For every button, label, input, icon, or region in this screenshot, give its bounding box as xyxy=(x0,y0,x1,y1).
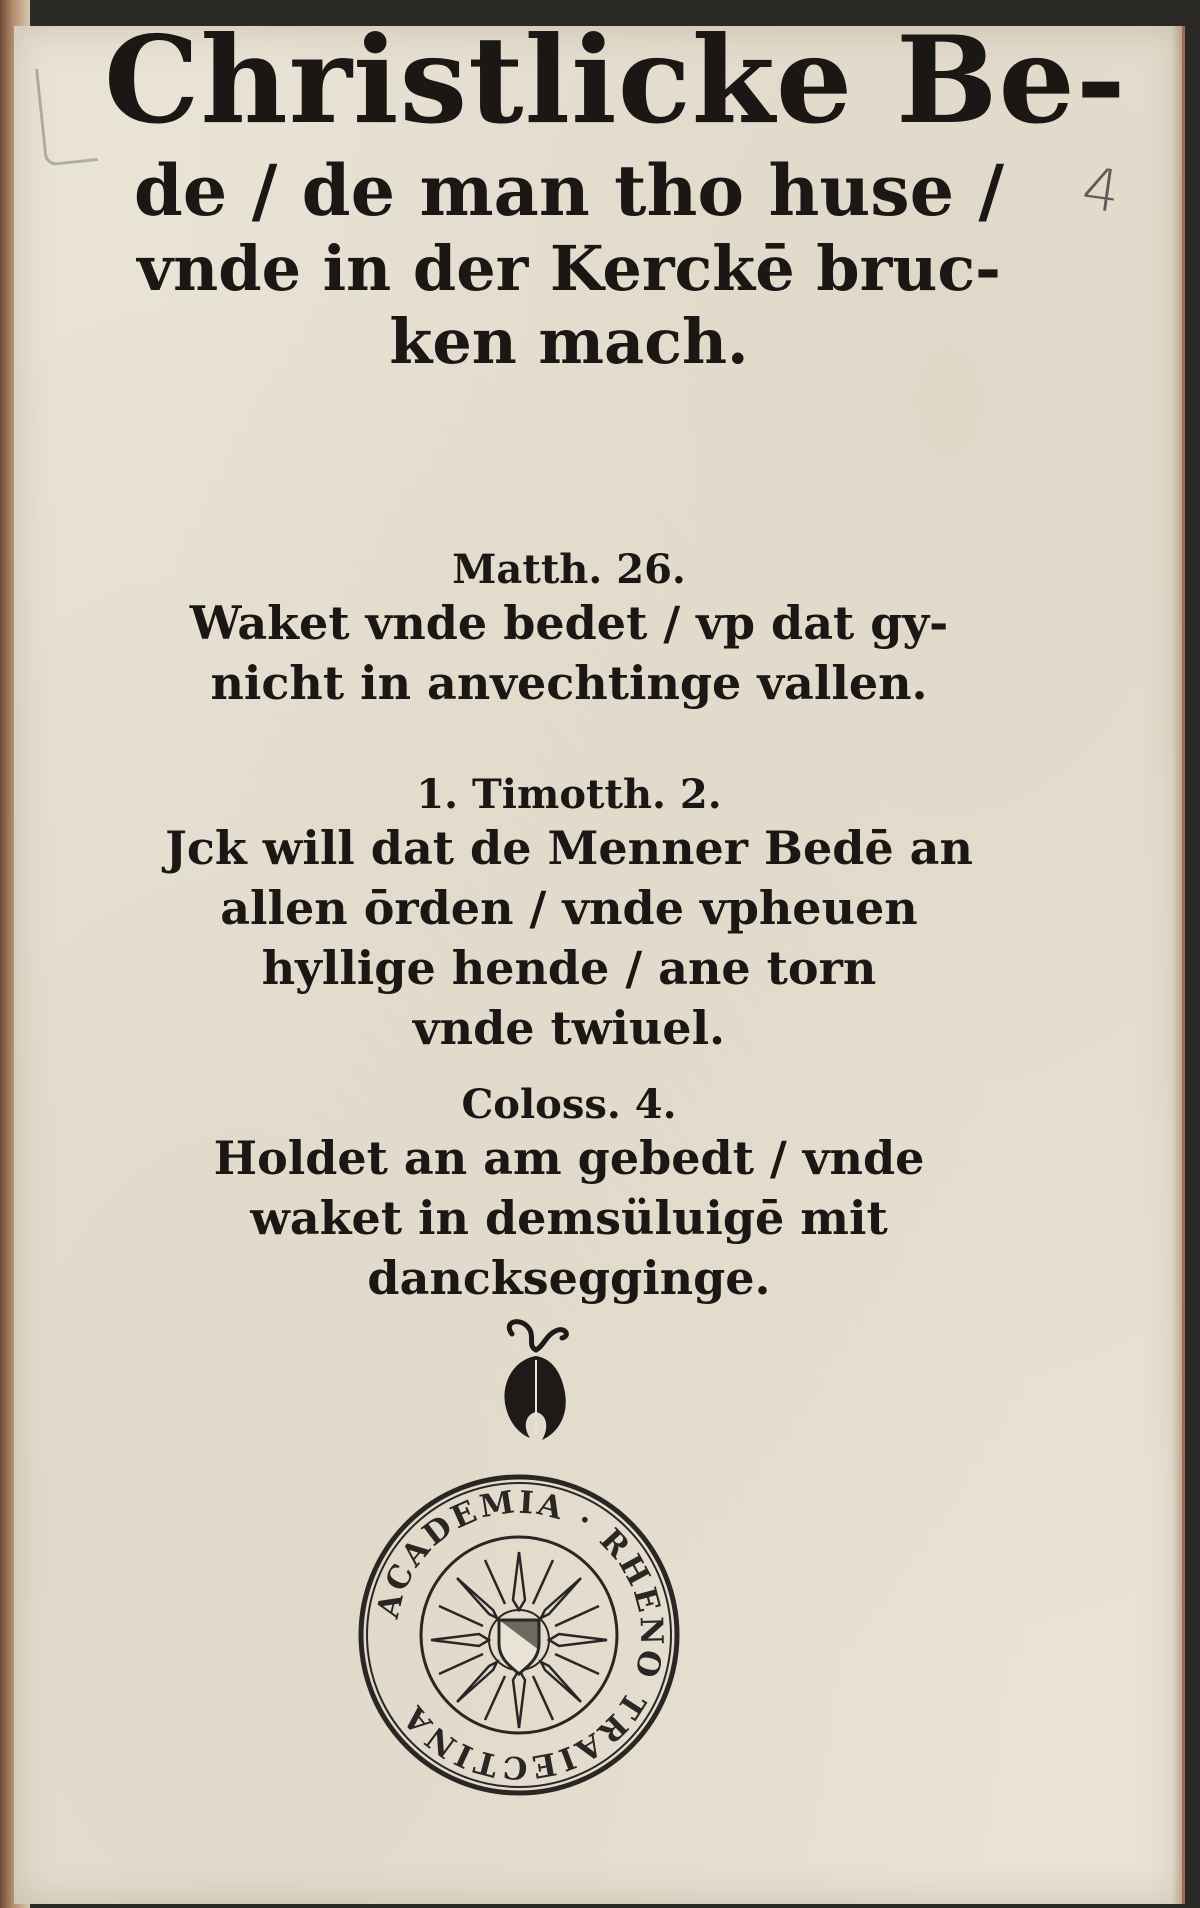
sunburst-with-heart-shield-icon xyxy=(431,1552,607,1728)
verse-line: waket in demsüluigē mit xyxy=(250,1191,888,1245)
verse-timothy xyxy=(104,771,1034,1058)
title-line-2: de / de man tho huse / xyxy=(133,149,1005,232)
verse-line: vnde twiuel. xyxy=(412,1001,726,1055)
verse-line: allen ōrden / vnde vpheuen xyxy=(220,881,918,935)
verse-reference: Matth. 26. xyxy=(452,546,686,593)
verse-matthew xyxy=(104,546,1034,713)
verse-reference: Coloss. 4. xyxy=(461,1081,677,1128)
pencil-mark xyxy=(35,63,98,166)
page-edge-shadow xyxy=(1172,26,1182,1904)
title-line-1: Christlicke Be- xyxy=(104,26,1127,151)
book-title xyxy=(104,26,1127,378)
verse-line: dancksegginge. xyxy=(367,1251,771,1305)
verse-line: hyllige hende / ane torn xyxy=(261,941,877,995)
library-stamp xyxy=(354,1470,684,1800)
fleuron-leaf-icon xyxy=(492,1316,582,1446)
verse-reference: 1. Timotth. 2. xyxy=(416,771,722,818)
verse-line: Waket vnde bedet / vp dat gy- xyxy=(189,596,949,650)
folio-number: 4 xyxy=(1077,153,1125,227)
stamp-inscription: ACADEMIA · RHENO TRAIECTINA xyxy=(370,1483,670,1786)
verse-line: nicht in anvechtinge vallen. xyxy=(210,656,928,710)
verse-colossians xyxy=(104,1081,1034,1308)
title-block xyxy=(104,26,1127,1305)
title-page xyxy=(14,26,1185,1904)
verse-line: Holdet an am gebedt / vnde xyxy=(213,1131,925,1185)
verse-line: Jck will dat de Menner Bedē an xyxy=(165,821,973,875)
title-line-3: vnde in der Kerckē bruc- xyxy=(137,231,1001,305)
title-line-4: ken mach. xyxy=(389,304,749,378)
